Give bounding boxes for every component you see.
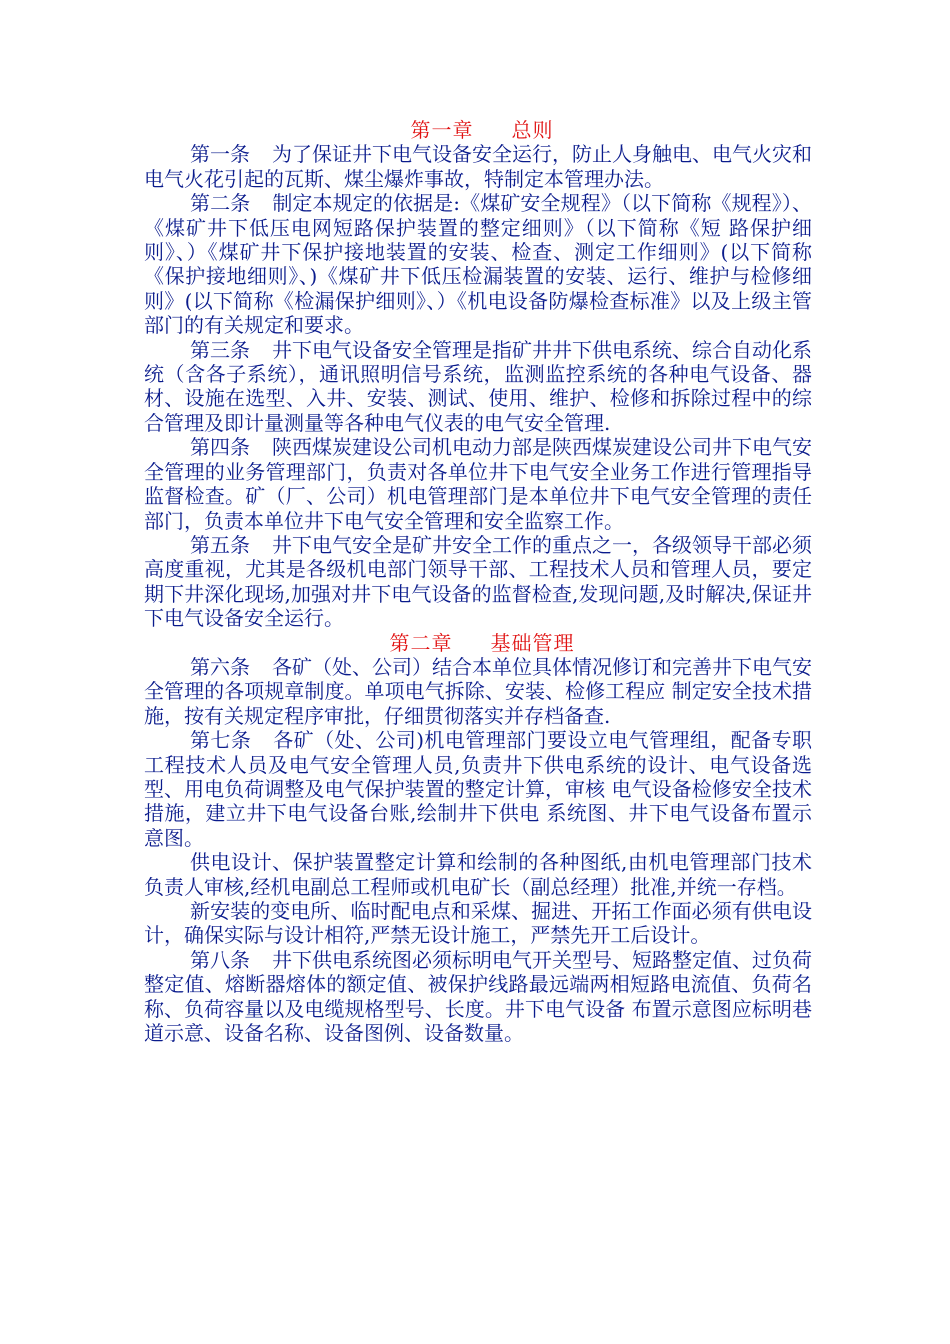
- article-paragraph: [144, 435, 812, 533]
- article-number: 第七条: [190, 728, 252, 753]
- article-paragraph: [144, 191, 812, 337]
- chapter-title: 基础管理: [490, 630, 575, 655]
- article-text: 陕西煤炭建设公司机电动力部是陕西煤炭建设公司井下电气安全管理的业务管理部门，负责对各单位井下电气安全业务工作进行管理指导监督检查。矿（厂、公司）机电管理部门是本单位井下电气安全管理的责任部门，负责本单位井下电气安全管理和安全监察工作。: [144, 435, 812, 533]
- paragraph-text: 新安装的变电所、临时配电点和采煤、掘进、开拓工作面必须有供电设计，确保实际与设计相符,严禁无设计施工，严禁先开工后设计。: [144, 899, 812, 948]
- article-paragraph: [144, 142, 812, 191]
- article-text: 各矿（处、公司）结合本单位具体情况修订和完善井下电气安全管理的各项规章制度。单项电气拆除、安装、检修工程应 制定安全技术措施，按有关规定程序审批，仔细贯彻落实并存档备查.: [144, 654, 812, 728]
- article-number: 第四条: [190, 435, 250, 460]
- article-paragraph: [144, 338, 812, 436]
- chapter-number: 第一章: [410, 118, 474, 142]
- article-number: 第一条: [190, 142, 250, 167]
- chapter-heading: [144, 118, 812, 142]
- article-paragraph: [144, 655, 812, 728]
- article-number: 第二条: [190, 191, 251, 216]
- chapter-title: 总则: [511, 118, 554, 142]
- article-text: 各矿（处、公司)机电管理部门要设立电气管理组，配备专职工程技术人员及电气安全管理人员,负责井下供电系统的设计、电气设备选型、用电负荷调整及电气保护装置的整定计算，审核 电气设备检修安全技术措施，建立井下电气设备台账,绘制井下供电 系统图、井下电气设备布置示意图。: [144, 728, 812, 850]
- article-text: 为了保证井下电气设备安全运行，防止人身触电、电气火灾和电气火花引起的瓦斯、煤尘爆炸事故，特制定本管理办法。: [144, 142, 812, 191]
- article-text: 井下电气设备安全管理是指矿井井下供电系统、综合自动化系统（含各子系统），通讯照明信号系统，监测监控系统的各种电气设备、器材、设施在选型、入井、安装、测试、使用、维护、检修和拆除过程中的综合管理及即计量测量等各种电气仪表的电气安全管理.: [144, 337, 812, 435]
- chapter-heading: [144, 631, 812, 655]
- article-paragraph: [144, 948, 812, 1046]
- paragraph-text: 供电设计、保护装置整定计算和绘制的各种图纸,由机电管理部门技术负责人审核,经机电副总工程师或机电矿长（副总经理）批准,并统一存档。: [144, 850, 812, 899]
- document-page: [144, 118, 812, 1045]
- article-number: 第五条: [190, 532, 250, 557]
- body-paragraph: [144, 850, 812, 899]
- article-number: 第八条: [190, 947, 250, 972]
- article-paragraph: [144, 728, 812, 850]
- chapter-1: [144, 118, 812, 631]
- article-text: 制定本规定的依据是:《煤矿安全规程》（以下简称《规程》）、《煤矿井下低压电网短路保护装置的整定细则》（以下简称《短 路保护细则》、）《煤矿井下保护接地装置的安装、检查、测定工作细则》(以下简称《保护接地细则》、)《煤矿井下低压检漏装置的安装、运行、维护与检修细则》(以下简称《检漏保护细则》、）《机电设备防爆检查标准》以及上级主管部门的有关规定和要求。: [144, 191, 813, 338]
- body-paragraph: [144, 899, 812, 948]
- chapter-2: [144, 631, 812, 1046]
- article-text: 井下电气安全是矿井安全工作的重点之一，各级领导干部必须高度重视，尤其是各级机电部门领导干部、工程技术人员和管理人员，要定期下井深化现场,加强对井下电气设备的监督检查,发现问题,及时解决,保证井下电气设备安全运行。: [144, 532, 812, 631]
- article-text: 井下供电系统图必须标明电气开关型号、短路整定值、过负荷整定值、熔断器熔体的额定值、被保护线路最远端两相短路电流值、负荷名称、负荷容量以及电缆规格型号、长度。井下电气设备 布置示意图应标明巷道示意、设备名称、设备图例、设备数量。: [144, 947, 812, 1046]
- article-paragraph: [144, 533, 812, 631]
- chapter-number: 第二章: [389, 630, 453, 655]
- article-number: 第三条: [190, 337, 250, 362]
- article-number: 第六条: [190, 654, 250, 679]
